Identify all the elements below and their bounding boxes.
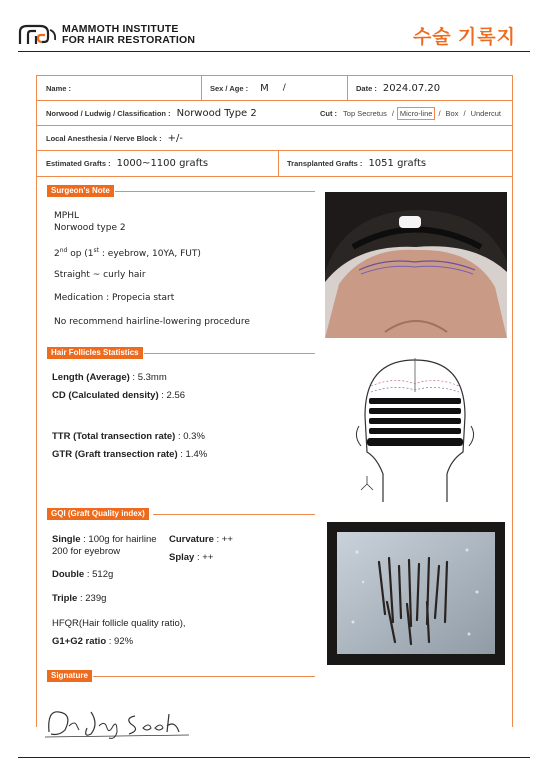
classification-value[interactable]: Norwood Type 2 bbox=[176, 107, 257, 119]
anesthesia-value[interactable]: +/- bbox=[167, 132, 183, 144]
donor-area-diagram bbox=[355, 356, 475, 504]
note-line-2: Norwood type 2 bbox=[54, 223, 126, 233]
cut-option-micro-line[interactable]: Micro-line bbox=[397, 107, 436, 120]
date-label: Date : bbox=[356, 83, 377, 93]
gqi-triple: Triple : 239g bbox=[52, 593, 107, 604]
stat-ttr: TTR (Total transection rate) : 0.3% bbox=[52, 431, 205, 442]
header bbox=[0, 0, 548, 54]
estimated-cell bbox=[37, 151, 278, 176]
section-rule bbox=[115, 191, 315, 192]
estimated-label: Estimated Grafts : bbox=[46, 159, 111, 168]
stat-cd: CD (Calculated density) : 2.56 bbox=[52, 390, 186, 401]
classification-label: Norwood / Ludwig / Classification : bbox=[46, 108, 171, 118]
gqi-single-eyebrow: 200 for eyebrow bbox=[52, 546, 121, 557]
stat-length: Length (Average) : 5.3mm bbox=[52, 372, 167, 383]
date-value[interactable]: 2024.07.20 bbox=[382, 82, 441, 94]
gqi-heading bbox=[47, 508, 149, 520]
section-rule bbox=[93, 676, 315, 677]
logo-text bbox=[62, 24, 195, 46]
signature-label: Signature bbox=[47, 670, 92, 682]
note-line-1: MPHL bbox=[54, 211, 79, 221]
graft-microscope-image bbox=[327, 522, 505, 665]
note-hair-type: Straight ~ curly hair bbox=[54, 270, 146, 280]
form-row-anesthesia bbox=[37, 126, 512, 151]
footer-divider bbox=[18, 757, 530, 758]
name-cell bbox=[37, 76, 201, 100]
mammoth-logo-icon bbox=[18, 24, 58, 46]
surgeons-note-label: Surgeon's Note bbox=[47, 185, 114, 197]
gqi-splay: Splay : ++ bbox=[169, 552, 214, 563]
name-label: Name : bbox=[46, 83, 72, 93]
sex-value[interactable]: M bbox=[260, 82, 269, 94]
age-separator: / bbox=[282, 83, 286, 93]
hairline-photo bbox=[325, 192, 507, 338]
cut-separator: / bbox=[438, 108, 441, 118]
stat-gtr: GTR (Graft transection rate) : 1.4% bbox=[52, 449, 208, 460]
anesthesia-cell bbox=[37, 126, 512, 150]
cut-separator: / bbox=[463, 108, 466, 118]
gqi-g1g2: G1+G2 ratio : 92% bbox=[52, 636, 134, 647]
form-row-grafts bbox=[37, 151, 512, 177]
hairline-photo-image bbox=[325, 192, 507, 338]
form-row-name bbox=[37, 76, 512, 101]
header-divider bbox=[18, 51, 530, 52]
sex-age-cell bbox=[201, 76, 347, 100]
logo-line-1: MAMMOTH INSTITUTE bbox=[62, 23, 179, 35]
signature-heading bbox=[47, 670, 92, 682]
follicle-stats-label: Hair Follicles Statistics bbox=[47, 347, 143, 359]
date-cell bbox=[347, 76, 512, 100]
gqi-single: Single : 100g for hairline bbox=[52, 534, 157, 545]
cut-option-undercut[interactable]: Undercut bbox=[470, 108, 501, 118]
surgeons-note-heading bbox=[47, 185, 114, 197]
section-rule bbox=[153, 514, 315, 515]
anesthesia-label: Local Anesthesia / Nerve Block : bbox=[46, 133, 162, 143]
transplanted-cell bbox=[278, 151, 512, 176]
logo-line-2: FOR HAIR RESTORATION bbox=[62, 34, 196, 46]
cut-separator: / bbox=[391, 108, 394, 118]
cut-option-top-secretus[interactable]: Top Secretus bbox=[343, 108, 387, 118]
section-rule bbox=[144, 353, 315, 354]
classification-cell bbox=[37, 101, 307, 125]
gqi-label: GQI (Graft Quality index) bbox=[47, 508, 149, 520]
sex-age-label: Sex / Age : bbox=[210, 83, 249, 93]
follicle-stats-heading bbox=[47, 347, 143, 359]
doctor-signature bbox=[43, 704, 193, 740]
form-row-classification bbox=[37, 101, 512, 126]
transplanted-label: Transplanted Grafts : bbox=[287, 159, 363, 168]
gqi-double: Double : 512g bbox=[52, 569, 114, 580]
graft-microscope-photo bbox=[327, 522, 505, 665]
document-title: 수술 기록지 bbox=[412, 27, 516, 48]
cut-label: Cut : bbox=[319, 108, 338, 118]
note-medication: Medication : Propecia start bbox=[54, 293, 175, 303]
note-recommendation: No recommend hairline-lowering procedure bbox=[54, 317, 250, 327]
record-sheet bbox=[36, 75, 513, 727]
gqi-hfqr: HFQR(Hair follicle quality ratio), bbox=[52, 618, 186, 629]
cut-option-box[interactable]: Box bbox=[445, 108, 459, 118]
note-op-history: 2nd op (1st : eyebrow, 10YA, FUT) bbox=[54, 247, 201, 259]
cut-options bbox=[320, 101, 503, 125]
estimated-value[interactable]: 1000~1100 grafts bbox=[116, 158, 209, 169]
gqi-curvature: Curvature : ++ bbox=[169, 534, 233, 545]
transplanted-value[interactable]: 1051 grafts bbox=[368, 158, 427, 169]
